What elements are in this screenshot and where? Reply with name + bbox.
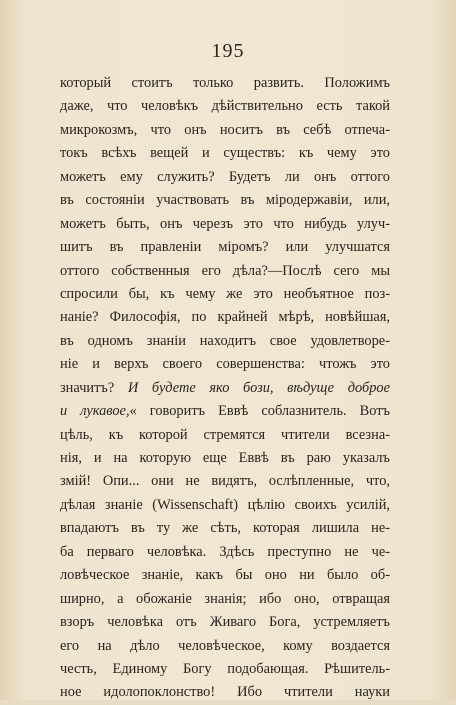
text-line <box>60 189 390 212</box>
text-line <box>60 377 390 400</box>
text-segment: ширно, а обожаніе знанія; ибо оно, отвращая <box>60 590 390 607</box>
italic-text-segment: И будете яко бози, вѣдуще доброе <box>127 379 390 396</box>
text-line <box>60 166 390 189</box>
text-segment: впадаютъ въ ту же сѣть, которая лишила не- <box>60 520 390 537</box>
text-segment: честь, Единому Богу подобающая. Рѣшитель- <box>60 660 390 677</box>
text-line <box>60 681 390 704</box>
text-segment: ловѣческое знаніе, какъ бы оно ни было об- <box>60 567 390 584</box>
italic-text-segment: и лукавое, <box>60 403 130 420</box>
text-line <box>60 283 390 306</box>
text-segment: дѣлая знаніе (Wissenschaft) цѣлію своихъ усилій, <box>60 496 390 513</box>
text-line <box>60 658 390 681</box>
body-text <box>60 72 390 705</box>
text-line <box>60 424 390 447</box>
text-segment: ніе и верхъ своего совершенства: чтожъ это <box>60 356 390 373</box>
text-segment: въ одномъ знаніи находитъ свое удовлетворе- <box>60 332 390 349</box>
text-line <box>60 611 390 634</box>
text-line <box>60 517 390 540</box>
text-segment: который стоитъ только развить. Положимъ <box>60 75 390 91</box>
text-segment: токъ всѣхъ вещей и существъ: къ чему это <box>60 145 390 162</box>
text-line <box>60 541 390 564</box>
text-segment: спросили бы, къ чему же это необъятное поз- <box>60 285 390 302</box>
text-segment: наніе? Философія, по крайней мѣрѣ, новѣйшая, <box>60 309 390 326</box>
text-segment: змій! Опи... они не видятъ, ослѣпленные, что, <box>60 473 390 490</box>
text-line <box>60 470 390 493</box>
text-line <box>60 400 390 423</box>
text-line <box>60 213 390 236</box>
text-line <box>60 494 390 517</box>
text-line <box>60 635 390 658</box>
page-number: 195 <box>211 40 245 62</box>
text-line <box>60 353 390 376</box>
text-line <box>60 564 390 587</box>
text-segment: въ состояніи участвовать въ міродержавіи, или, <box>60 192 390 209</box>
text-segment: даже, что человѣкъ дѣйствительно есть такой <box>60 98 390 115</box>
text-segment: взоръ человѣка отъ Живаго Бога, устремляетъ <box>60 614 390 631</box>
text-line <box>60 119 390 142</box>
text-segment: оттого собственныя его дѣла?—Послѣ сего мы <box>60 262 390 279</box>
text-line <box>60 72 390 95</box>
text-segment: можетъ быть, онъ черезъ это что нибудь улуч- <box>60 215 390 232</box>
text-segment: нія, и на которую еще Еввѣ въ раю указалъ <box>60 450 390 466</box>
text-segment: « говоритъ Еввѣ соблазнитель. Вотъ <box>129 403 390 420</box>
text-line <box>60 447 390 470</box>
text-line <box>60 330 390 353</box>
text-segment: можетъ ему служить? Будетъ ли онъ оттого <box>60 168 390 185</box>
text-segment: шитъ въ правленіи міромъ? или улучшатся <box>60 239 390 256</box>
text-segment: микрокозмъ, что онъ носитъ въ себѣ отпеча- <box>60 121 390 138</box>
text-line <box>60 260 390 283</box>
text-line <box>60 588 390 611</box>
text-segment: его на дѣло человѣческое, кому воздается <box>60 637 390 654</box>
text-segment: ное идолопоклонство! Ибо чтители науки <box>60 684 390 701</box>
text-segment: цѣль, къ которой стремятся чтители всезна- <box>60 426 390 443</box>
text-segment: ба перваго человѣка. Здѣсь преступно не че- <box>60 543 390 560</box>
text-line <box>60 306 390 329</box>
text-line <box>60 95 390 118</box>
text-line <box>60 142 390 165</box>
text-segment: значитъ? <box>60 379 128 396</box>
text-line <box>60 236 390 259</box>
